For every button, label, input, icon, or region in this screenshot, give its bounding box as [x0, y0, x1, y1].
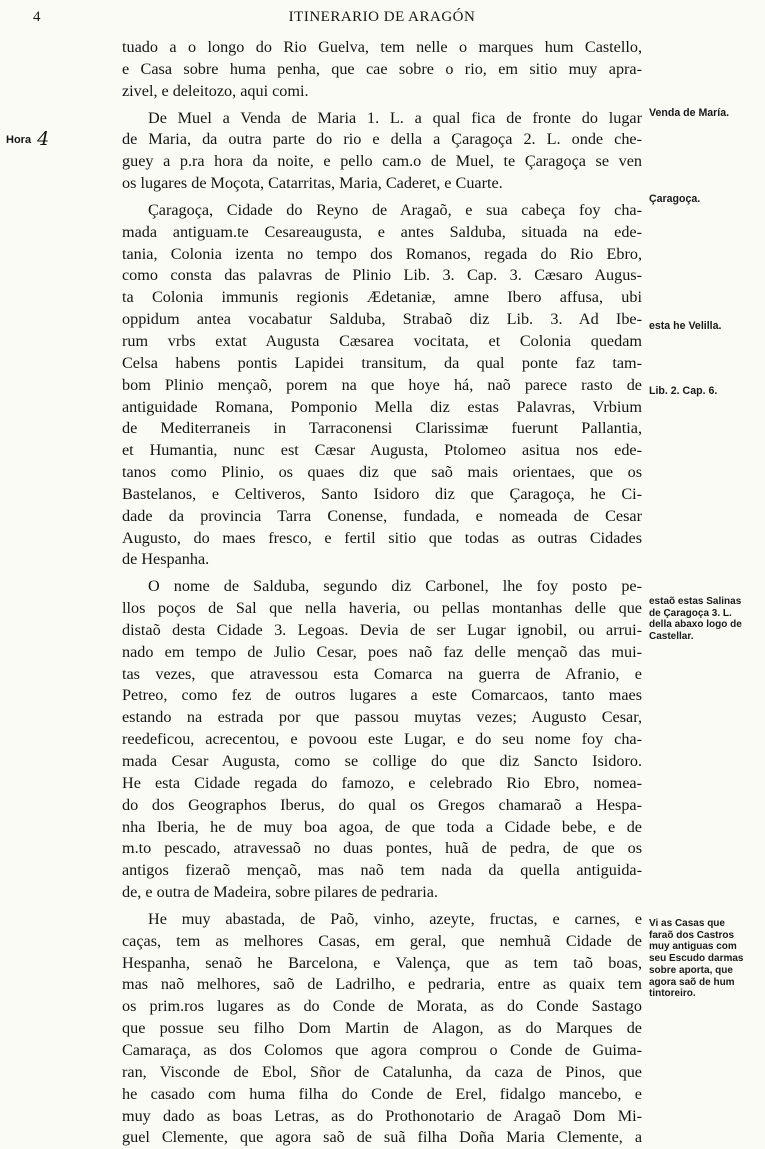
- text-line: O nome de Salduba, segundo diz Carbonel, lhe foy posto pe-: [148, 577, 642, 596]
- text-line: de Hespanha.: [122, 550, 210, 569]
- text-line: distaõ desta Cidade 3. Legoas. Devia de ser Lugar ignobil, ou arrui-: [122, 620, 642, 639]
- margin-note-line: muy antiguas com: [649, 941, 737, 953]
- hora-number: 4: [37, 128, 50, 150]
- text-line: ta Colonia immunis regionis Ædetaniæ, amne Ibero affusa, ubi: [122, 288, 642, 307]
- margin-note-lib-cap: [649, 385, 765, 397]
- text-line: Hespanha, senaõ he Barcelona, e Valença, que as tem taõ boas,: [122, 953, 642, 972]
- text-line: Çaragoça, Cidade do Reyno de Aragaõ, e sua cabeça foy cha-: [148, 200, 642, 219]
- margin-note-line: faraõ dos Castros: [649, 929, 735, 941]
- text-line: guel Clemente, que agora saõ de suã filha Doña Maria Clemente, a: [122, 1128, 642, 1147]
- margin-note-line: della abaxo logo de: [649, 619, 742, 630]
- text-line: antigos fizeraõ mençaõ, mas naõ tem nada da quella antiguida-: [122, 861, 642, 880]
- text-line: de Maria, da outra parte do rio e della a Çaragoça 2. L. onde che-: [122, 130, 642, 149]
- text-line: muy dado as boas Letras, as do Prothonotario de Aragaõ Dom Mi-: [122, 1106, 642, 1125]
- text-line: rum vrbs extat Augusta Cæsarea vocitata, et Colonia quedam: [122, 331, 642, 350]
- text-line: nado em tempo de Julio Cesar, poes naõ faz delle mençaõ das mui-: [122, 642, 642, 661]
- paragraph-5: [122, 909, 642, 1149]
- text-line: dade da provincia Tarra Conense, fundada, e nomeada de Cesar: [122, 506, 642, 525]
- margin-note-line: seu Escudo darmas: [649, 953, 744, 965]
- text-line: antiguidade Romana, Pomponio Mella diz estas Palavras, Vrbium: [122, 397, 642, 416]
- paragraph-4: [122, 576, 642, 904]
- text-line: tania, Colonia izenta no tempo dos Romanos, regada do Rio Ebro,: [122, 244, 642, 263]
- body-text: [122, 37, 642, 1149]
- text-line: oppidum antea vocabatur Salduba, Strabaõ diz Lib. 3. Ad Ibe-: [122, 310, 642, 329]
- text-line: De Muel a Venda de Maria 1. L. a qual fica de fronte do lugar: [148, 108, 642, 127]
- text-line: Augusto, do maes fresco, e fertil sitio que todas as outras Cidades: [122, 528, 642, 547]
- margin-note-line: de Çaragoça 3. L.: [649, 607, 732, 619]
- text-line: como consta das palavras de Plinio Lib. 3. Cap. 3. Cæsaro Augus-: [122, 266, 642, 285]
- text-line: tas vezes, que atravessou esta Comarca na guerra de Afranio, e: [122, 664, 642, 683]
- margin-note-line: Lib. 2. Cap. 6.: [649, 385, 718, 397]
- margin-note-velilla: [649, 320, 765, 332]
- text-line: m.to pescado, atravessaõ no duas pontes, huã de pedra, de que os: [122, 839, 642, 858]
- text-line: Camaraça, as dos Colomos que agora comprou o Conde de Guima-: [122, 1040, 642, 1059]
- text-line: do dos Geographos Iberus, do qual os Gregos chamaraõ a Hespa-: [122, 795, 642, 814]
- margin-note-line: tintoreiro.: [649, 988, 696, 1000]
- text-line: os prim.ros lugares as do Conde de Morata, as do Conde Sastago: [122, 997, 642, 1016]
- text-line: reedeficou, acrecentou, e povoou este Lugar, e do seu nome foy cha-: [122, 730, 642, 749]
- text-line: mada Cesar Augusta, como se collige do que diz Sancto Isidoro.: [122, 752, 642, 770]
- margin-note-line: Castellar.: [649, 630, 694, 642]
- paragraph-3: [122, 200, 642, 571]
- text-line: bom Plinio mençaõ, porem na que hoye há, naõ parece rasto de: [122, 375, 642, 394]
- text-line: He esta Cidade regada do famozo, e celebrado Rio Ebro, nomea-: [122, 773, 642, 792]
- text-line: mada antiguam.te Cesareaugusta, e antes Salduba, situada na ede-: [122, 222, 642, 241]
- text-line: guey a p.ra hora da noite, e pello cam.o de Muel, te Çaragoça se ven: [122, 152, 642, 171]
- text-line: ran, Visconde de Ebol, Sñor de Catalunha, da caza de Pinos, que: [122, 1062, 642, 1081]
- text-line: he casado com huma filha do Conde de Erel, fidalgo mancebo, e: [122, 1084, 642, 1103]
- text-line: Petreo, como fez de outros lugares a este Comarcaos, tanto maes: [122, 686, 642, 705]
- margin-note-line: Venda de María.: [649, 107, 730, 119]
- text-line: Celsa habens pontis Lapidei transitum, da qual ponte faz tam-: [122, 353, 642, 372]
- margin-note-caragoca: [649, 193, 765, 205]
- hora-margin-note: [6, 128, 49, 150]
- margin-note-salinas: [649, 596, 765, 642]
- text-line: et Humantia, nunc est Cæsar Augusta, Ptolomeo asitua nos ede-: [122, 441, 642, 460]
- text-line: llos poços de Sal que nella haveria, ou pellas montanhas delle que: [122, 599, 642, 618]
- text-line: nha Iberia, he de muy boa agoa, de que toda a Cidade bebe, e de: [122, 817, 642, 836]
- running-title: ITINERARIO DE ARAGÓN: [288, 9, 476, 25]
- text-line: He muy abastada, de Paõ, vinho, azeyte, fructas, e carnes, e: [148, 909, 642, 928]
- margin-note-casas-castros: [649, 918, 765, 1000]
- margin-note-line: estaõ estas Salinas: [649, 596, 742, 607]
- margin-note-venda-de-maria: [649, 107, 765, 119]
- text-line: tuado a o longo do Rio Guelva, tem nelle o marques hum Castello,: [122, 38, 642, 56]
- page-number: 4: [33, 9, 41, 25]
- margin-note-line: sobre aporta, que: [649, 964, 733, 976]
- text-line: tanos como Plinio, os quaes diz que saõ mais orientaes, que os: [122, 463, 642, 482]
- paragraph-1: [122, 37, 642, 103]
- text-line: que possue seu filho Dom Martin de Alagon, as do Marques de: [122, 1019, 642, 1038]
- margin-note-line: agora saõ de hum: [649, 976, 735, 988]
- text-line: e Casa sobre huma penha, que cae sobre o rio, em sitio muy apra-: [122, 59, 642, 78]
- margin-note-line: Vi as Casas que: [649, 918, 725, 929]
- text-line: zivel, e deleitozo, aqui comi.: [122, 81, 309, 100]
- paragraph-2: [122, 108, 642, 195]
- hora-label: Hora: [6, 134, 32, 146]
- text-line: de, e outra de Madeira, sobre pilares de pedraria.: [122, 883, 438, 902]
- text-line: caças, tem as melhores Casas, em geral, que nemhuã Cidade de: [122, 931, 642, 950]
- text-line: de Mediterraneis in Tarraconensi Clarissimæ fuerunt Pallantia,: [122, 419, 642, 438]
- margin-note-line: esta he Velilla.: [649, 320, 722, 332]
- text-line: mas naõ melhores, saõ de Ladrilho, e pedraria, entre as quaix tem: [122, 975, 642, 994]
- text-line: estando na estrada por que passou muytas vezes; Augusto Cesar,: [122, 708, 642, 727]
- margin-note-line: Çaragoça.: [649, 193, 701, 205]
- text-line: os lugares de Moçota, Catarritas, Maria, Caderet, e Cuarte.: [122, 174, 503, 193]
- text-line: Bastelanos, e Celtiveros, Santo Isidoro diz que Çaragoça, he Ci-: [122, 484, 642, 503]
